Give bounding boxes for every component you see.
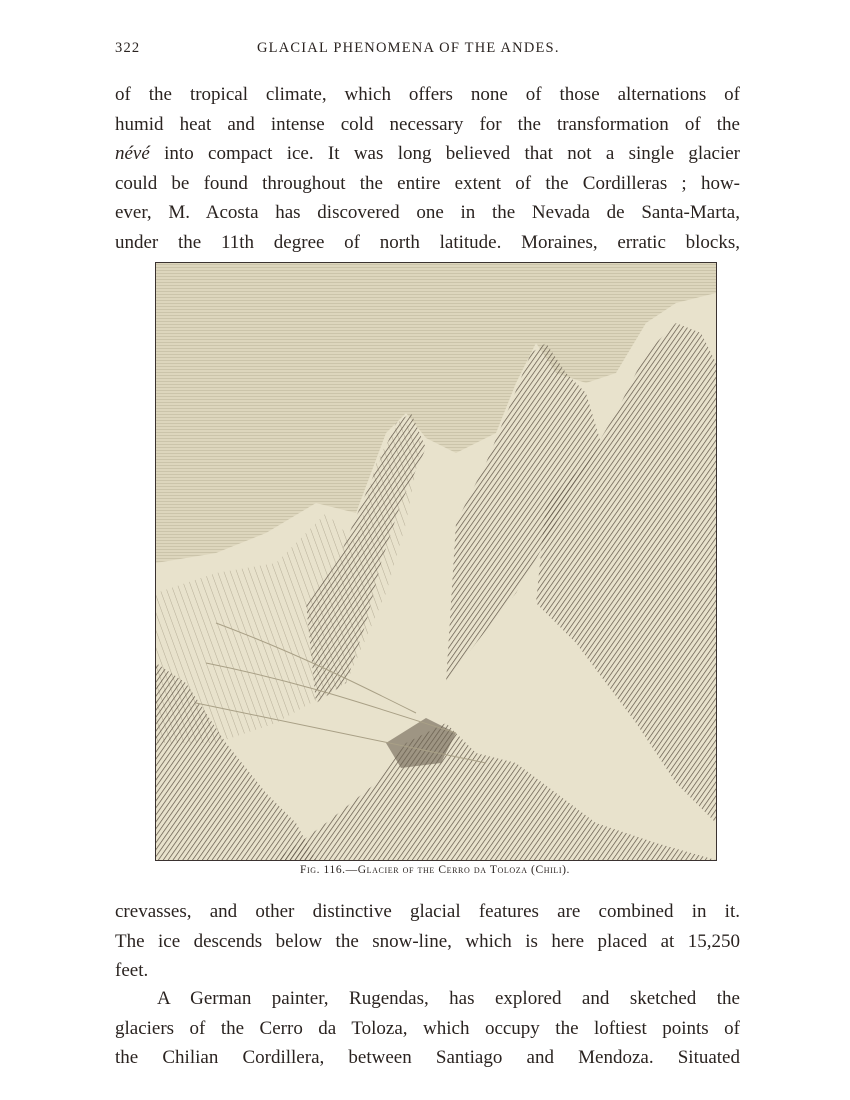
paragraph-3 [115,984,740,1073]
page-number: 322 [115,40,141,56]
glacier-engraving [155,262,717,861]
text-line: of the tropical climate, which offers none of those alternations of [115,84,740,105]
text-line: under the 11th degree of north latitude. Moraines, erratic blocks, [115,231,740,253]
text-line: A German painter, Rugendas, has explored and sketched the [157,988,740,1009]
text-line: could be found throughout the entire extent of the Cordilleras ; how- [115,172,740,194]
text-line: humid heat and intense cold necessary for the transformation of the [115,113,740,135]
text-line: The ice descends below the snow-line, which is here placed at 15,250 [115,930,740,952]
text-line: the Chilian Cordillera, between Santiago and Mendoza. Situated [115,1047,740,1068]
text-line: feet. [115,960,149,981]
paragraph-1 [115,80,740,257]
italic-word: névé [115,143,150,164]
figure-caption: Fig. 116.—Glacier of the Cerro da Toloza (Chili). [299,864,571,876]
running-head [115,40,740,62]
mountain-illustration [156,263,716,860]
text-line: ever, M. Acosta has discovered one in the Nevada de Santa-Marta, [115,202,740,223]
text-fragment: into compact ice. It was long believed that not a single glacier [164,143,741,164]
text-line: glaciers of the Cerro da Toloza, which occupy the loftiest points of [115,1017,740,1039]
text-line [115,139,740,169]
text-line: crevasses, and other distinctive glacial features are combined in it. [115,901,740,922]
running-title: GLACIAL PHENOMENA OF THE ANDES. [257,40,560,56]
paragraph-2 [115,897,740,986]
